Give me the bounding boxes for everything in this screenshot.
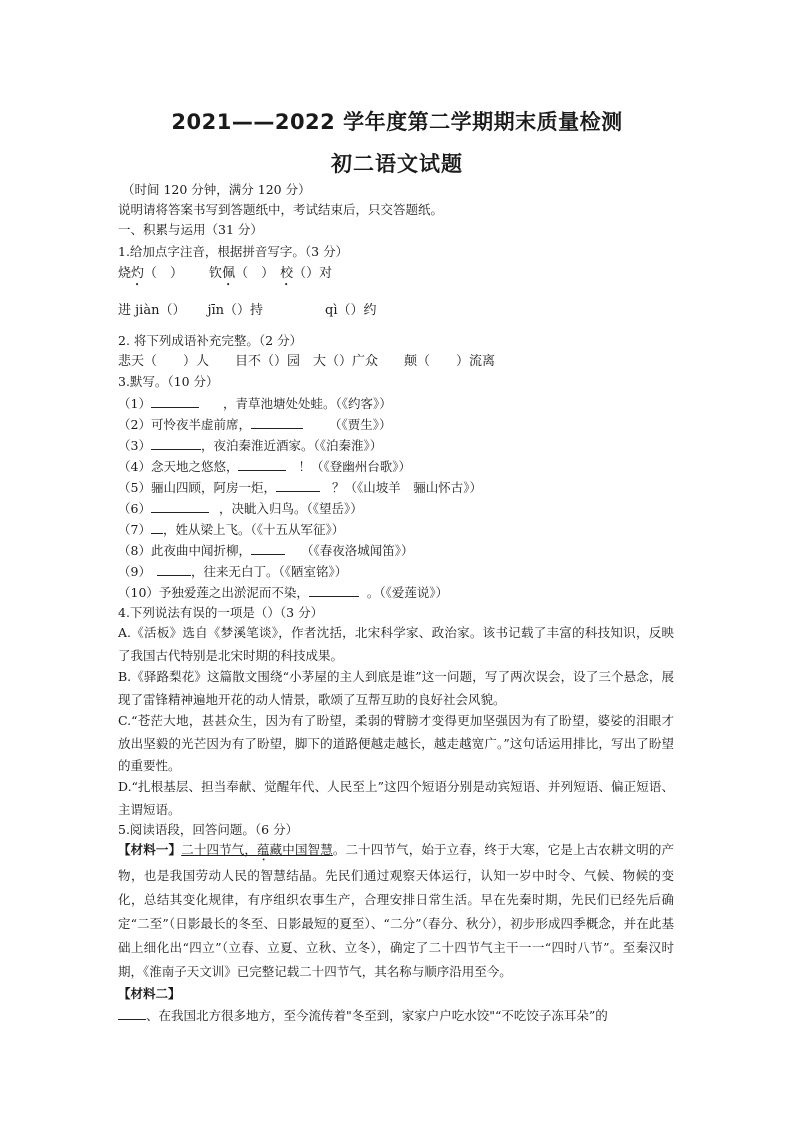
q1-a3-rest: （）对 bbox=[293, 266, 333, 281]
question-1-row-a bbox=[118, 264, 332, 289]
question-4-option-b: B.《驿路梨花》这篇散文围绕“小茅屋的主人到底是谁”这一问题，写了两次误会，设了三个悬念，展现了雷锋精神遍地开花的动人情景，歌颂了互帮互助的良好社会风貌。 bbox=[118, 669, 674, 707]
dictation-line-8: （8）此夜曲中闻折柳， （《春夜洛城闻笛》） bbox=[118, 543, 414, 558]
question-2-idioms: 悲天（ ）人 目不（）园 大（）广众 颠（ ）流离 bbox=[118, 354, 496, 369]
dictation-line-7: （7） ，姓从梁上飞。（《十五从军征》） bbox=[118, 522, 345, 537]
dictation-line-9: （9） ，往来无白丁。（《陋室铭》） bbox=[118, 564, 348, 579]
material-1-heading-b: 藏中国智慧 bbox=[269, 842, 333, 857]
dictation-line-10: （10）予独爱莲之出淤泥而不染， 。（《爱莲说》） bbox=[118, 585, 449, 600]
q1-a1-char: 烧 bbox=[118, 266, 132, 281]
dictation-line-4: （4）念天地之悠悠， ！（《登幽州台歌》） bbox=[118, 459, 411, 474]
question-4-option-d: D.“扎根基层、担当奉献、觉醒年代、人民至上”这四个短语分别是动宾短语、并列短语、偏正短语、主谓短语。 bbox=[118, 779, 674, 817]
section-heading: 一、积累与运用（31 分） bbox=[118, 222, 263, 237]
material-1-body: 。二十四节气，始于立春，终于大寒，它是上古农耕文明的产物，也是我国劳动人民的智慧结晶。先民们通过观察天体运行，认知一岁中时令、气候、物候的变化，总结其变化规律，有序组织农事生产，合理安排日常生活。早在先秦时期，先民们已经先后确定“二至”（日影最长的冬至、日影最短的夏至）、“二分”（春分、秋分），初步形成四季概念，并在此基础上细化出“四立”（立春、立夏、立秋、立冬），确定了二十四节气主干一一“四时八节”。至秦汉时期，《淮南子天文训》已完整记载二十四节气，其名称与顺序沿用至今。 bbox=[118, 842, 674, 979]
question-1-stem: 1.给加点字注音，根据拼音写字。（3 分） bbox=[118, 244, 349, 259]
exam-title: 2021——2022 学年度第二学期期末质量检测 bbox=[171, 110, 623, 134]
material-2-text: 、在我国北方很多地方，至今流传着"冬至到，家家户户吃水饺"“不吃饺子冻耳朵”的 bbox=[118, 1006, 608, 1026]
exam-subtitle: 初二语文试题 bbox=[331, 152, 463, 176]
q1-a1-paren: （ ） bbox=[144, 266, 184, 281]
question-2-stem: 2. 将下列成语补充完整。（2 分） bbox=[118, 333, 303, 348]
q1-b1: 进 jiàn（） bbox=[118, 303, 186, 318]
question-1-row-b bbox=[118, 301, 377, 321]
material-1-dotted-char: 蕴 bbox=[257, 842, 270, 857]
question-4-option-c: C.“苍茫大地，甚甚众生，因为有了盼望，柔弱的臂膀才变得更加坚强因为有了盼望，婆娑的泪眼才放出坚毅的光芒因为有了盼望，脚下的道路便越走越长，越走越宽广。”这句话运用排比，写出了盼望的重要性。 bbox=[118, 713, 674, 774]
material-2-label: 【材料二】 bbox=[118, 986, 181, 1001]
dictation-line-5: （5）骊山四顾，阿房一炬， ？（《山坡羊 骊山怀古》） bbox=[118, 480, 482, 495]
q1-a1-dotted-char: 灼 bbox=[131, 266, 145, 281]
dictation-line-2: （2）可怜夜半虚前席， （《贾生》） bbox=[118, 417, 392, 432]
q1-b2: jīn（）持 bbox=[207, 303, 264, 318]
dictation-line-6: （6） ，决眦入归鸟。（《望岳》） bbox=[118, 501, 363, 516]
material-1-heading-a: 二十四节气， bbox=[181, 842, 258, 857]
dictation-line-1: （1） ，青草池塘处处蛙。（《约客》） bbox=[118, 396, 392, 411]
q1-a2-dotted-char: 佩 bbox=[222, 266, 236, 281]
q1-b3: qì（）约 bbox=[325, 303, 377, 318]
exam-instruction: 说明请将答案书写到答题纸中，考试结束后，只交答题纸。 bbox=[118, 202, 444, 217]
dictation-line-3: （3） ，夜泊秦淮近酒家。（《泊秦淮》） bbox=[118, 438, 383, 453]
question-4-stem: 4.下列说法有误的一项是（）（3 分） bbox=[118, 605, 324, 620]
question-4-option-a: A.《活板》选自《梦溪笔谈》，作者沈括，北宋科学家、政治家。该书记载了丰富的科技知识，反映了我国古代特别是北宋时期的科技成果。 bbox=[118, 625, 674, 663]
question-3-stem: 3.默写。（10 分） bbox=[118, 374, 219, 389]
q1-a2-paren: （ ） bbox=[235, 266, 275, 281]
q1-a3-dotted-char: 校 bbox=[280, 266, 294, 281]
material-1-label: 【材料一】 bbox=[118, 842, 182, 857]
q1-a2-char: 钦 bbox=[209, 266, 223, 281]
question-5-stem: 5.阅读语段，回答问题。（6 分） bbox=[118, 822, 299, 837]
material-1-paragraph bbox=[118, 838, 674, 984]
exam-time-info: （时间 120 分钟，满分 120 分） bbox=[122, 182, 311, 197]
